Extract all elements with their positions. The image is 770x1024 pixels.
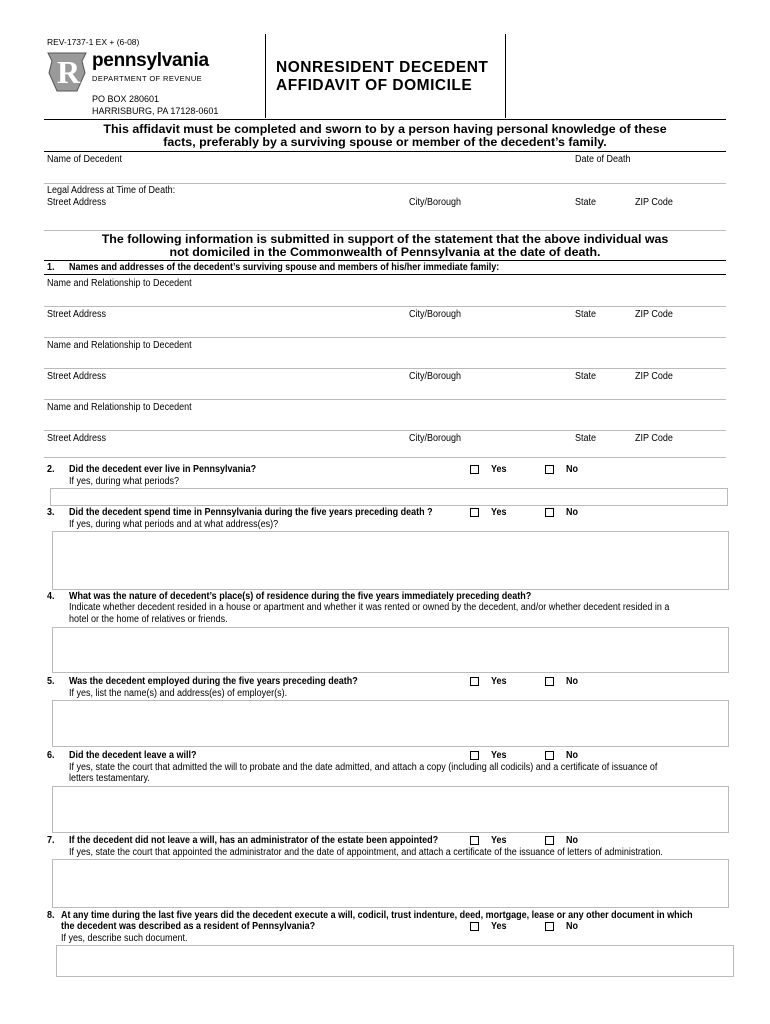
q8-text2: the decedent was described as a resident of Pennsylvania? [61, 921, 316, 932]
q6-subtext2: letters testamentary. [69, 773, 150, 784]
street-address-label: Street Address [47, 197, 107, 208]
family-state-label: State [575, 309, 597, 320]
q6-no-checkbox[interactable] [545, 751, 554, 760]
agency-name: pennsylvania [92, 50, 209, 71]
keystone-logo [44, 51, 90, 93]
q6-number: 6. [47, 750, 55, 761]
q2-text: Did the decedent ever live in Pennsylvania? [69, 464, 257, 475]
family-city-label: City/Borough [409, 371, 462, 382]
q4-answer-box[interactable] [52, 627, 729, 673]
q4-subtext2: hotel or the home of relatives or friends. [69, 614, 228, 625]
q6-yes-checkbox[interactable] [470, 751, 479, 760]
q4-text: What was the nature of decedent’s place(s) of residence during the five years immediately preceding death? [69, 591, 532, 602]
family-city-label: City/Borough [409, 433, 462, 444]
q8-number: 8. [47, 910, 55, 921]
family-city-label: City/Borough [409, 309, 462, 320]
family-street-label: Street Address [47, 371, 107, 382]
po-box: PO BOX 280601 [92, 94, 160, 104]
name-of-decedent-label: Name of Decedent [47, 154, 123, 165]
q2-number: 2. [47, 464, 55, 475]
q5-no-checkbox[interactable] [545, 677, 554, 686]
q3-text: Did the decedent spend time in Pennsylvania during the five years preceding death ? [69, 507, 433, 518]
zip-label: ZIP Code [635, 197, 673, 208]
family-name-label: Name and Relationship to Decedent [47, 402, 192, 413]
q7-yes-label: Yes [491, 835, 507, 846]
intro-line2: facts, preferably by a surviving spouse or member of the decedent’s family. [163, 135, 607, 149]
q8-yes-label: Yes [491, 921, 507, 932]
agency-dept: DEPARTMENT OF REVENUE [92, 74, 203, 83]
q8-yes-checkbox[interactable] [470, 922, 479, 931]
rule [44, 457, 726, 458]
q3-yes-label: Yes [491, 507, 507, 518]
rule [44, 368, 726, 369]
date-of-death-label: Date of Death [575, 154, 631, 165]
q3-answer-box[interactable] [52, 531, 729, 590]
rule [44, 430, 726, 431]
rule [44, 399, 726, 400]
rule [44, 274, 726, 275]
q3-no-checkbox[interactable] [545, 508, 554, 517]
family-street-label: Street Address [47, 433, 107, 444]
family-name-label: Name and Relationship to Decedent [47, 340, 192, 351]
family-zip-label: ZIP Code [635, 433, 673, 444]
q8-text: At any time during the last five years did the decedent execute a will, codicil, trust indenture, deed, mortgage, lease or any other document in which [61, 910, 693, 921]
q7-no-label: No [566, 835, 579, 846]
q5-subtext: If yes, list the name(s) and address(es) of employer(s). [69, 688, 288, 699]
q6-yes-label: Yes [491, 750, 507, 761]
q5-number: 5. [47, 676, 55, 687]
city-borough-label: City/Borough [409, 197, 462, 208]
q2-yes-label: Yes [491, 464, 507, 475]
q8-no-checkbox[interactable] [545, 922, 554, 931]
family-zip-label: ZIP Code [635, 371, 673, 382]
q1-text: Names and addresses of the decedent’s surviving spouse and members of his/her immediate family: [69, 262, 500, 273]
support-rule [44, 260, 726, 261]
q4-number: 4. [47, 591, 55, 602]
q3-yes-checkbox[interactable] [470, 508, 479, 517]
family-state-label: State [575, 433, 597, 444]
q2-no-checkbox[interactable] [545, 465, 554, 474]
decedent-name-field[interactable] [44, 165, 726, 182]
family-name-label: Name and Relationship to Decedent [47, 278, 192, 289]
q8-subtext: If yes, describe such document. [61, 933, 188, 944]
q7-text: If the decedent did not leave a will, has an administrator of the estate been appointed? [69, 835, 439, 846]
form-title-line2: AFFIDAVIT OF DOMICILE [276, 77, 473, 94]
logo-letter: R [57, 54, 81, 90]
q2-answer-box[interactable] [50, 488, 728, 506]
q7-no-checkbox[interactable] [545, 836, 554, 845]
support-line2: not domiciled in the Commonwealth of Pennsylvania at the date of death. [169, 245, 601, 259]
q2-subtext: If yes, during what periods? [69, 476, 180, 487]
intro-line1: This affidavit must be completed and sworn to by a person having personal knowledge of these [103, 122, 667, 136]
family-state-label: State [575, 371, 597, 382]
intro-rule [44, 151, 726, 152]
q3-number: 3. [47, 507, 55, 518]
q5-yes-checkbox[interactable] [470, 677, 479, 686]
q2-no-label: No [566, 464, 579, 475]
family-street-label: Street Address [47, 309, 107, 320]
q6-text: Did the decedent leave a will? [69, 750, 197, 761]
q8-no-label: No [566, 921, 579, 932]
family-zip-label: ZIP Code [635, 309, 673, 320]
q7-answer-box[interactable] [52, 859, 729, 908]
q5-text: Was the decedent employed during the five years preceding death? [69, 676, 358, 687]
q7-number: 7. [47, 835, 55, 846]
city-address: HARRISBURG, PA 17128-0601 [92, 106, 219, 116]
header-rule [44, 119, 726, 120]
header-divider-left [265, 34, 266, 118]
rule [44, 230, 726, 231]
q7-yes-checkbox[interactable] [470, 836, 479, 845]
q4-subtext: Indicate whether decedent resided in a house or apartment and whether it was rented or owned by the decedent, and/or whether decedent resided in a [69, 602, 670, 613]
q6-subtext: If yes, state the court that admitted the will to probate and the date admitted, and attach a copy (including all codicils) and a certificate of issuance of [69, 762, 658, 773]
q2-yes-checkbox[interactable] [470, 465, 479, 474]
form-id: REV-1737-1 EX + (6-08) [47, 37, 140, 47]
legal-address-field[interactable] [44, 209, 726, 229]
support-line1: The following information is submitted in support of the statement that the above individual was [101, 232, 669, 246]
legal-address-label: Legal Address at Time of Death: [47, 185, 176, 196]
q5-no-label: No [566, 676, 579, 687]
q3-subtext: If yes, during what periods and at what address(es)? [69, 519, 279, 530]
state-label: State [575, 197, 597, 208]
rule [44, 337, 726, 338]
rule [44, 306, 726, 307]
q1-number: 1. [47, 262, 55, 273]
form-title-line1: NONRESIDENT DECEDENT [276, 59, 489, 76]
q7-subtext: If yes, state the court that appointed the administrator and the date of appointment, and attach a certificate of the issuance of letters of administration. [69, 847, 663, 858]
q5-yes-label: Yes [491, 676, 507, 687]
q8-answer-box[interactable] [56, 945, 734, 977]
q5-answer-box[interactable] [52, 700, 729, 747]
q3-no-label: No [566, 507, 579, 518]
q6-answer-box[interactable] [52, 786, 729, 833]
rule [44, 183, 726, 184]
header-divider-right [505, 34, 506, 118]
q6-no-label: No [566, 750, 579, 761]
